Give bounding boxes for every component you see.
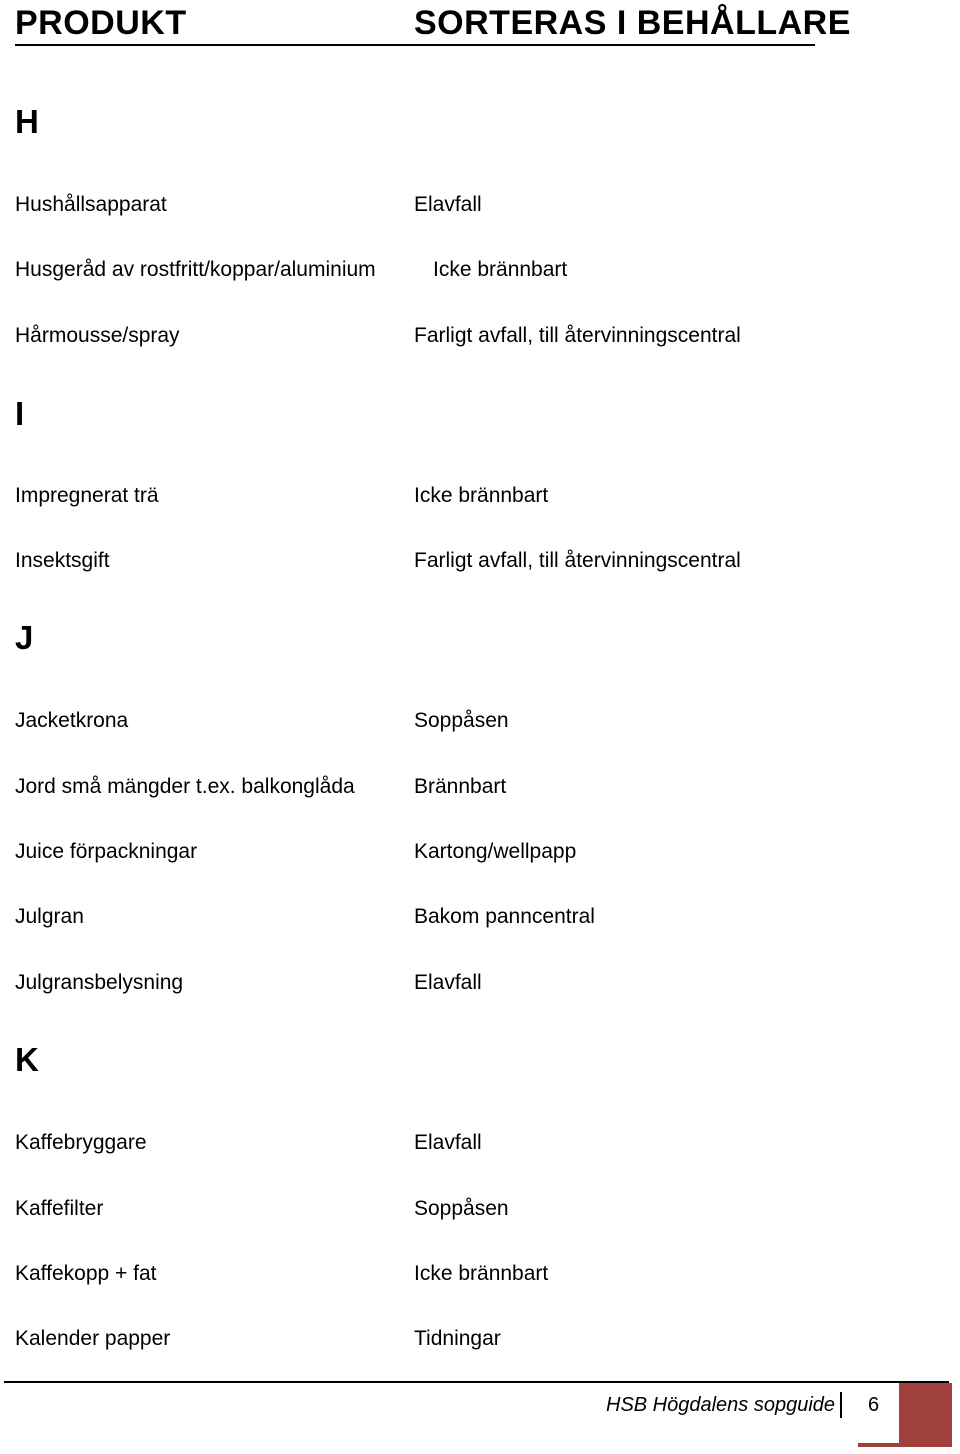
bin-name: Elavfall	[414, 193, 482, 216]
product-name: Hushållsapparat	[15, 193, 167, 216]
section-letter-i: I	[15, 395, 25, 432]
section-letter-k: K	[15, 1041, 39, 1078]
bin-name: Icke brännbart	[414, 484, 549, 507]
bin-name: Brännbart	[414, 775, 507, 798]
page-number: 6	[868, 1394, 880, 1416]
product-name: Hårmousse/spray	[15, 324, 180, 347]
bin-name: Elavfall	[414, 971, 482, 994]
list-item	[0, 189, 960, 221]
bin-name: Elavfall	[414, 1131, 482, 1154]
table-header	[0, 0, 960, 50]
bin-name: Kartong/wellpapp	[414, 840, 577, 863]
bin-name: Bakom panncentral	[414, 905, 595, 928]
list-item	[0, 480, 960, 512]
list-item	[0, 967, 960, 999]
bin-name: Soppåsen	[414, 1197, 509, 1220]
bin-name: Icke brännbart	[433, 258, 568, 281]
bin-name: Icke brännbart	[414, 1262, 549, 1285]
product-column-heading: PRODUKT	[15, 4, 187, 42]
bin-name: Farligt avfall, till återvinningscentral	[414, 549, 741, 572]
list-item	[0, 901, 960, 933]
bin-column-heading: SORTERAS I BEHÅLLARE	[414, 4, 851, 42]
list-item	[0, 545, 960, 577]
product-name: Julgran	[15, 905, 84, 928]
section-letter-j: J	[15, 619, 34, 656]
list-item	[0, 705, 960, 737]
header-underline	[15, 44, 815, 46]
product-name: Kaffekopp + fat	[15, 1262, 157, 1285]
product-name: Juice förpackningar	[15, 840, 198, 863]
list-item	[0, 1127, 960, 1159]
product-name: Kalender papper	[15, 1327, 171, 1350]
list-item	[0, 254, 960, 286]
product-name: Husgeråd av rostfritt/koppar/aluminium	[15, 258, 376, 281]
bin-name: Tidningar	[414, 1327, 501, 1350]
list-item	[0, 1258, 960, 1290]
product-name: Kaffefilter	[15, 1197, 104, 1220]
footer-title: HSB Högdalens sopguide	[606, 1394, 836, 1416]
product-name: Kaffebryggare	[15, 1131, 147, 1154]
section-letter-h: H	[15, 103, 39, 140]
product-name: Julgransbelysning	[15, 971, 184, 994]
footer-divider	[4, 1381, 949, 1383]
list-item	[0, 1193, 960, 1225]
bin-name: Farligt avfall, till återvinningscentral	[414, 324, 741, 347]
product-name: Jacketkrona	[15, 709, 129, 732]
list-item	[0, 320, 960, 352]
product-name: Insektsgift	[15, 549, 110, 572]
footer-separator	[840, 1392, 842, 1418]
list-item	[0, 771, 960, 803]
product-name: Impregnerat trä	[15, 484, 159, 507]
list-item	[0, 836, 960, 868]
product-name: Jord små mängder t.ex. balkonglåda	[15, 775, 355, 798]
bin-name: Soppåsen	[414, 709, 509, 732]
list-item	[0, 1323, 960, 1355]
